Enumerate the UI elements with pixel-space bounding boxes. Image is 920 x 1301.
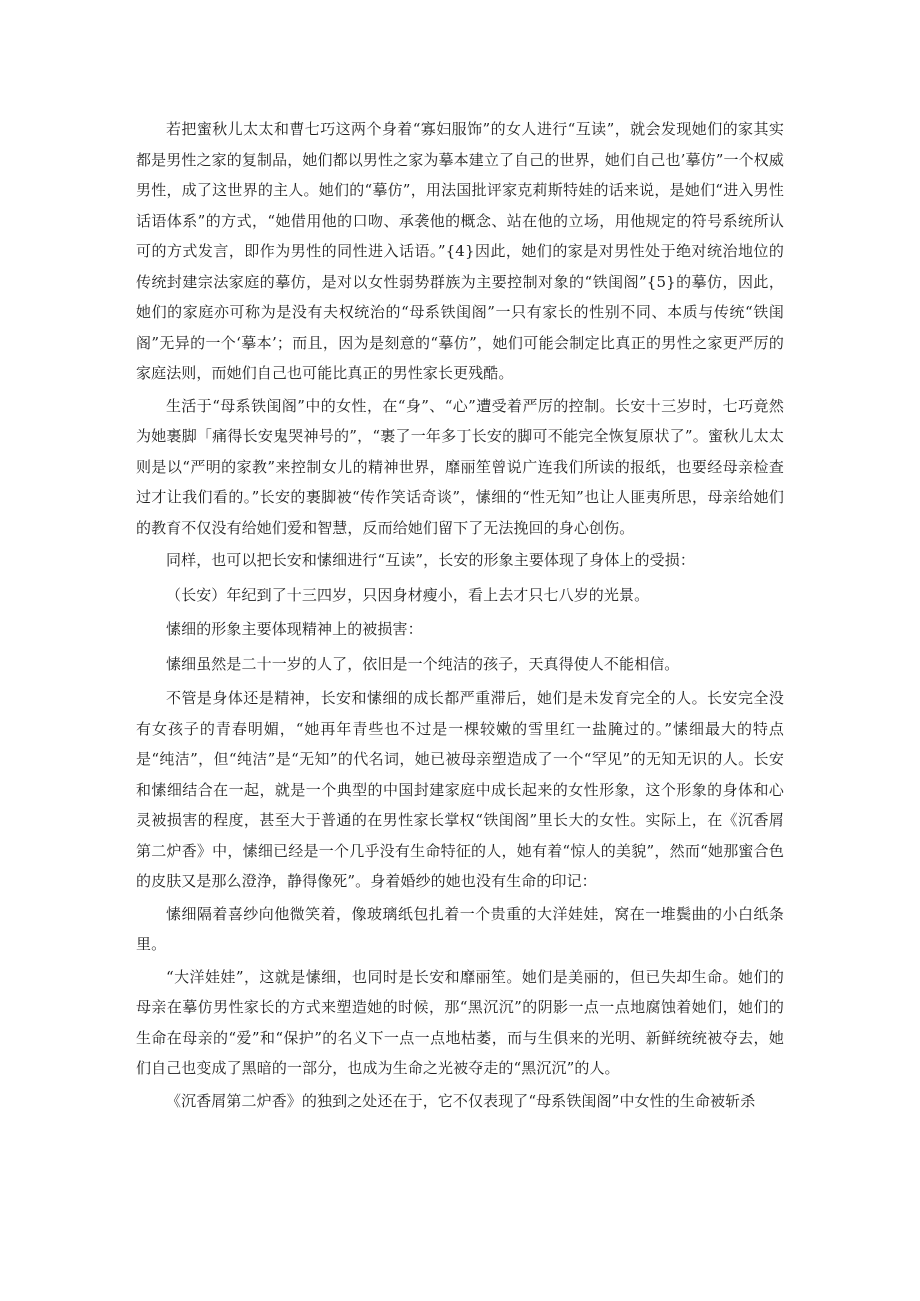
paragraph-2: 生活于“母系铁闺阁”中的女性，在“身”、“心”遭受着严厉的控制。长安十三岁时，七巧竟然为她裹脚「痛得长安鬼哭神号的”，“裹了一年多丁长安的脚可不能完全恢复原状了”。蜜秋儿太太则是以“严明的家教”来控制女儿的精神世界，靡丽笙曾说广连我们所读的报纸，也要经母亲检查过才让我们看的。”长安的裹脚被“传作笑话奇谈”，愫细的“性无知”也让人匪夷所思，母亲给她们的教育不仅没有给她们爱和智慧，反而给她们留下了无法挽回的身心创伤。 [136,396,784,537]
paragraph-7: 《沉香屑第二炉香》的独到之处还在于，它不仅表现了“母系铁闺阁”中女性的生命被斩杀 [166,1091,756,1110]
paragraph-3: 同样，也可以把长安和愫细进行“互读”，长安的形象主要体现了身体上的受损： [166,551,695,569]
paragraph-6: “大洋娃娃”，这就是愫细，也同时是长安和靡丽笙。她们是美丽的，但已失却生命。她们的母亲在摹仿男性家长的方式来塑造她的时候，那“黑沉沉”的阴影一点一点地腐蚀着她们，她们的生命在母亲的“爱”和“保护”的名义下一点一点地枯萎，而与生俱来的光明、新鲜统统被夺去，她们自己也变成了黑暗的一部分，也成为生命之光被夺走的“黑沉沉”的人。 [136,967,784,1077]
quote-suxi: 愫细虽然是二十一岁的人了，依旧是一个纯洁的孩子，天真得使人不能相信。 [166,654,680,673]
paragraph-4: 愫细的形象主要体现精神上的被损害： [166,620,423,638]
quote-changan: （长安）年纪到了十三四岁，只因身材瘦小，看上去才只七八岁的光景。 [166,585,650,604]
paragraph-5: 不管是身体还是精神，长安和愫细的成长都严重滞后，她们是未发育完全的人。长安完全没有女孩子的青春明媚，“她再年青些也不过是一棵较嫩的雪里红一盐腌过的。”愫细最大的特点是“纯洁”，但“纯洁”是“无知”的代名词，她已被母亲塑造成了一个“罕见”的无知无识的人。长安和愫细结合在一起，就是一个典型的中国封建家庭中成长起来的女性形象，这个形象的身体和心灵被损害的程度，甚至大于普通的在男性家长掌权“铁闺阁”里长大的女性。实际上，在《沉香屑第二炉香》中，愫细已经是一个几乎没有生命特征的人，她有着“惊人的美貌”，然而“她那蜜合色的皮肤又是那么澄浄，静得像死”。身着婚纱的她也没有生命的印记： [136,689,784,890]
quote-wedding: 愫细隔着喜纱向他微笑着，像玻璃纸包扎着一个贵重的大洋娃娃，窝在一堆鬓曲的小白纸条里。 [136,904,784,953]
document-body [136,114,784,1116]
paragraph-1: 若把蜜秋儿太太和曹七巧这两个身着“寡妇服饰”的女人进行“互读”，就会发现她们的家其实都是男性之家的复制品，她们都以男性之家为摹本建立了自己的世界，她们自己也’摹仿”一个权威男性，成了这世界的主人。她们的“摹仿”，用法国批评家克莉斯特娃的话来说，是她们“进入男性话语体系”的方式，“她借用他的口吻、承袭他的概念、站在他的立场，用他规定的符号系统所认可的方式发言，即作为男性的同性进入话语。”{4}因此，她们的家是对男性处于绝对统治地位的传统封建宗法家庭的摹仿，是对以女性弱势群族为主要控制对象的“铁闺阁”{5}的摹仿，因此，她们的家庭亦可称为是没有夫权统治的“母系铁闺阁”一只有家长的性别不同、本质与传统“铁闺阁”无异的一个‘摹本’；而且，因为是刻意的“摹仿”，她们可能会制定比真正的男性之家更严厉的家庭法则，而她们自己也可能比真正的男性家长更残酷。 [136,120,784,382]
